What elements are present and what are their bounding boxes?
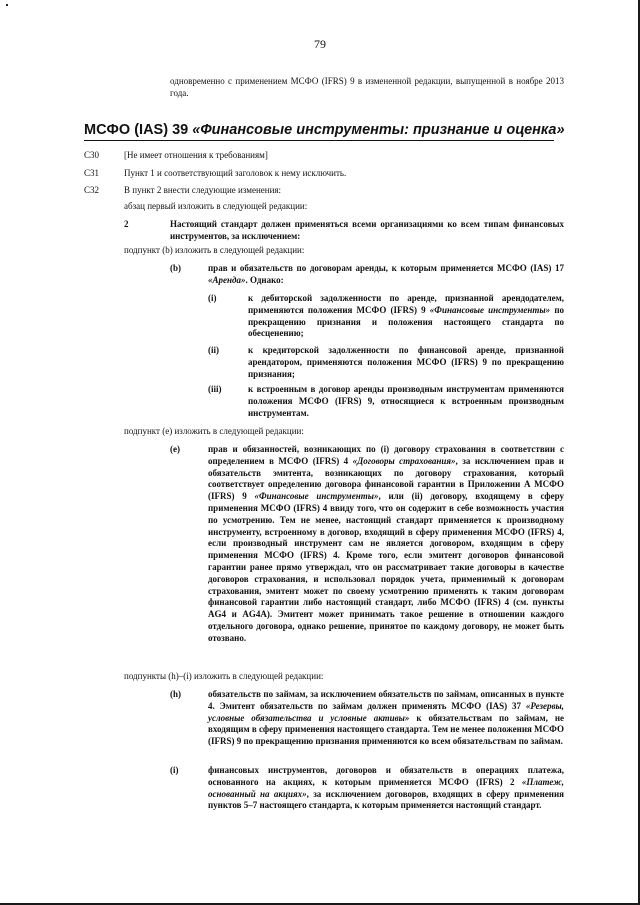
para-number: 2 xyxy=(124,219,129,229)
sub-h-i1: «Резервы, условные обязательства и условные активы» xyxy=(208,700,564,723)
sub-b-text-after: . Однако: xyxy=(245,274,284,285)
sub-e-text xyxy=(208,444,564,645)
roman-item-iii: к встроенным в договор аренды производным инструментам применяются положения МСФО (IFRS) 9, относящиеся к встроенным производным инструментам. xyxy=(248,384,564,418)
section-title xyxy=(84,122,565,138)
sub-i-label: (i) xyxy=(170,765,179,775)
sub-e-t1: прав и обязанностей, возникающих по (i) договору страхования в соответствии с определением в МСФО (IFRS) 4 xyxy=(208,444,564,466)
para-2-text: Настоящий стандарт должен применяться всеми организациями ко всем типам финансовых инструментов, за исключением: xyxy=(170,219,564,241)
roman-label: (ii) xyxy=(208,345,219,355)
sub-b-text xyxy=(208,263,564,287)
scan-speck xyxy=(6,4,8,6)
sub-e-t3: , или (ii) договору, входящему в сферу применения МСФО (IFRS) 4 ввиду того, что он содержит в себе возможность участия по усмотрению. Тем не менее, настоящий стандарт применяется к производному инструменту, встроенному в договор, входящий в сферу применения МСФО (IFRS) 4, если производный инструмент сам не является договором, входящим в сферу применения МСФО (IFRS) 4. Кроме того, если эмитент договоров финансовой гарантии ранее прямо утверждал, что он рассматривает такие договоры в качестве договоров страхования, и использовал порядок учета, применимый к договорам страхования, эмитент может по своему усмотрению применять к таким договорам финансовой гарантии либо настоящий стандарт, либо МСФО (IFRS) 4 (см. пункты AG4 и AG4A). Эмитент может принимать такое решение в отношении каждого отдельного договора, однако решение, принятое по каждому договору, не может быть отозвано. xyxy=(208,491,565,643)
sub-e-i1: «Договоры страхования» xyxy=(352,455,456,466)
sub-h-t2: к обязательствам по займам, не входящим в сферу применения настоящего стандарта. Тем не менее положения МСФО (IFRS) 9 по прекращению признания применяются ко всем обязательствам по займам. xyxy=(208,712,564,747)
roman-i-post: по прекращению признания и положения настоящего стандарта по обесценению; xyxy=(248,304,565,339)
sub-b-italic: «Аренда» xyxy=(208,274,246,285)
sub-e-i2: «Финансовые инструменты» xyxy=(254,491,379,502)
item-code: C30 xyxy=(84,150,100,160)
sub-h-text xyxy=(208,689,564,748)
roman-i-pre: к дебиторской задолженности по аренде, признанной арендодателем, применяются положения МСФО (IFRS) 9 xyxy=(248,293,564,315)
sub-i-t2: , за исключением договоров, входящих в сферу применения пунктов 5–7 настоящего стандарта, к которым применяется настоящий стандарт. xyxy=(208,788,564,811)
roman-item-ii: к кредиторской задолженности по финансовой аренде, признанной арендатором, применяются положения МСФО (IFRS) 9 по прекращению признания; xyxy=(248,345,564,379)
roman-label: (i) xyxy=(208,293,217,303)
sub-h-label: (h) xyxy=(170,689,181,699)
item-text: [Не имеет отношения к требованиям] xyxy=(124,150,268,160)
section-title-italic: «Финансовые инструменты: признание и оценка» xyxy=(192,122,565,138)
intro-paragraph: одновременно с применением МСФО (IFRS) 9 в измененной редакции, выпущенной в ноябре 2013 года. xyxy=(170,76,564,98)
sub-e-t2: , за исключением прав и обязательств эмитента, возникающих по договору страхования, который соответствует определению договора финансовой гарантии в Приложении А МСФО (IFRS) 9 xyxy=(208,455,564,502)
instruction-h-i: подпункты (h)–(i) изложить в следующей редакции: xyxy=(124,671,324,681)
page-number: 79 xyxy=(314,37,326,51)
sub-h-t1: обязательств по займам, за исключением обязательств по займам, описанных в пункте 4. Эмитент обязательств по займам должен применять МСФО (IAS) 37 xyxy=(208,689,564,711)
title-underline xyxy=(84,140,554,141)
sub-i-i1: «Платеж, основанный на акциях» xyxy=(208,776,564,799)
sub-e-label: (e) xyxy=(170,444,180,454)
sub-b-text-main: прав и обязательств по договорам аренды, к которым применяется МСФО (IAS) 17 xyxy=(208,263,564,273)
instruction-b: подпункт (b) изложить в следующей редакции: xyxy=(124,245,305,255)
section-title-prefix: МСФО (IAS) 39 xyxy=(84,122,193,138)
instruction-e: подпункт (е) изложить в следующей редакции: xyxy=(124,426,304,436)
item-text: В пункт 2 внести следующие изменения: xyxy=(124,185,282,195)
roman-label: (iii) xyxy=(208,384,222,394)
sub-b-label: (b) xyxy=(170,263,181,273)
sub-i-text xyxy=(208,765,564,812)
roman-item-i xyxy=(248,293,564,340)
instruction-para1: абзац первый изложить в следующей редакции: xyxy=(124,201,308,211)
item-code: C32 xyxy=(84,185,100,195)
item-code: C31 xyxy=(84,168,100,178)
roman-i-italic: «Финансовые инструменты» xyxy=(429,304,551,315)
item-text: Пункт 1 и соответствующий заголовок к нему исключить. xyxy=(124,168,347,178)
sub-i-t1: финансовых инструментов, договоров и обязательств в операциях платежа, основанного на акциях, к которым применяется МСФО (IFRS) 2 xyxy=(208,765,564,787)
